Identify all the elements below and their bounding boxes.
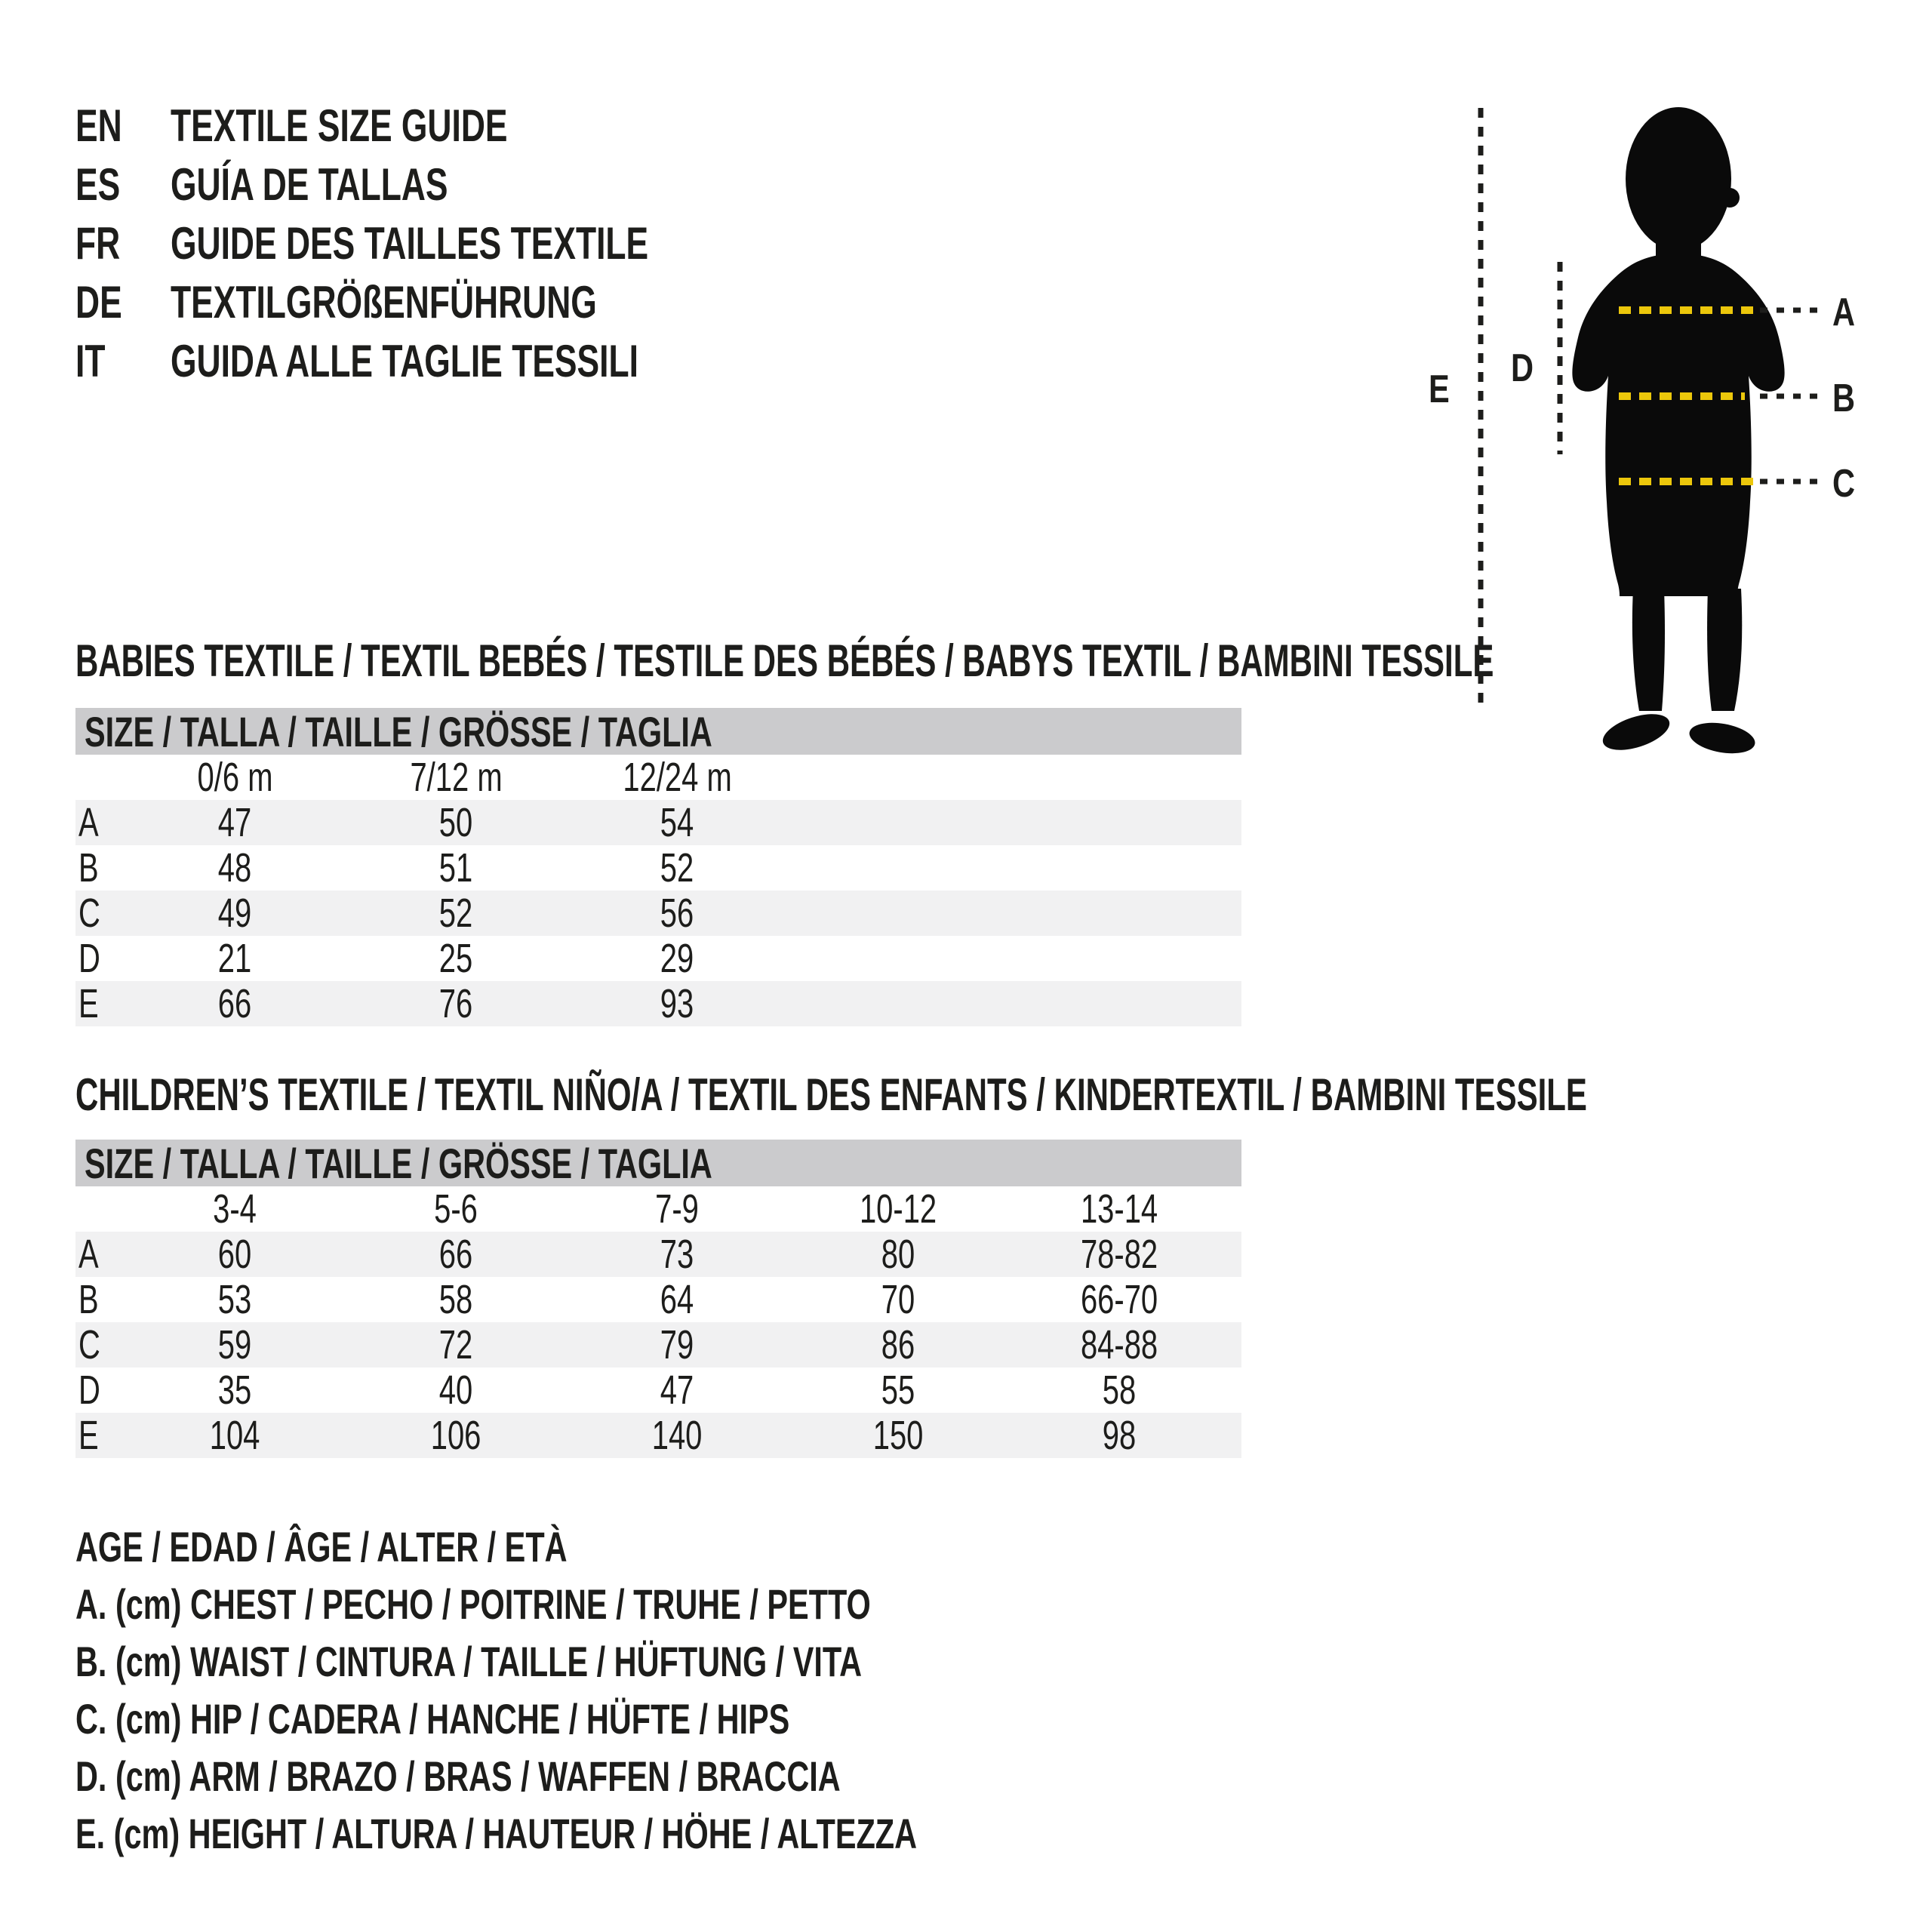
legend-arm-line: D. (cm) ARM / BRAZO / BRAS / WAFFEN / BRACCIA (75, 1752, 841, 1800)
children-section-title: CHILDREN’S TEXTILE / TEXTIL NIÑO/A / TEXTIL DES ENFANTS / KINDERTEXTIL / BAMBINI TESSILE (75, 1069, 1587, 1120)
table-cell: 98 (1103, 1413, 1137, 1458)
table-row (75, 800, 1241, 845)
column-header: 10-12 (860, 1186, 937, 1232)
table-cell: 47 (218, 800, 252, 845)
language-title: GUIDE DES TAILLES TEXTILE (171, 218, 649, 269)
table-cell: 53 (218, 1277, 252, 1322)
children-table (75, 1186, 1241, 1458)
language-title: GUÍA DE TALLAS (171, 159, 448, 210)
language-row-es (75, 155, 817, 214)
table-cell: 106 (431, 1413, 481, 1458)
babies-section-title: BABIES TEXTILE / TEXTIL BEBÉS / TESTILE DES BÉBÉS / BABYS TEXTIL / BAMBINI TESSILE (75, 635, 1494, 686)
table-row (75, 936, 1241, 981)
legend-height-line: E. (cm) HEIGHT / ALTURA / HAUTEUR / HÖHE / ALTEZZA (75, 1810, 918, 1857)
column-header: 5-6 (434, 1186, 478, 1232)
table-cell: 73 (660, 1232, 694, 1277)
table-cell: 79 (660, 1322, 694, 1367)
table-cell: 35 (218, 1367, 252, 1413)
row-label: E (78, 981, 99, 1026)
table-cell: 140 (652, 1413, 703, 1458)
language-title: GUIDA ALLE TAGLIE TESSILI (171, 336, 638, 386)
row-label: B (78, 845, 99, 891)
table-row (75, 1413, 1241, 1458)
table-cell: 29 (660, 936, 694, 981)
legend-hip-line: C. (cm) HIP / CADERA / HANCHE / HÜFTE / HIPS (75, 1695, 790, 1743)
table-cell: 47 (660, 1367, 694, 1413)
language-row-fr (75, 214, 817, 273)
babies-column-header-row (75, 755, 1241, 800)
table-cell: 21 (218, 936, 252, 981)
table-row (75, 1322, 1241, 1367)
table-cell: 59 (218, 1322, 252, 1367)
language-title: TEXTILE SIZE GUIDE (171, 100, 508, 151)
legend-age-line: AGE / EDAD / ÂGE / ALTER / ETÀ (75, 1523, 568, 1571)
row-label: D (78, 1367, 100, 1413)
language-row-en (75, 97, 817, 155)
language-code: FR (75, 218, 121, 269)
row-label: E (78, 1413, 99, 1458)
waist-label: B (1832, 377, 1856, 420)
table-cell: 56 (660, 891, 694, 936)
chest-label: A (1832, 291, 1856, 334)
row-label: D (78, 936, 100, 981)
table-cell: 66-70 (1081, 1277, 1158, 1322)
table-cell: 58 (439, 1277, 473, 1322)
hip-label: C (1832, 462, 1856, 506)
table-cell: 93 (660, 981, 694, 1026)
arm-label: D (1511, 346, 1534, 390)
language-title: TEXTILGRÖßENFÜHRUNG (171, 277, 597, 328)
legend-chest-line: A. (cm) CHEST / PECHO / POITRINE / TRUHE / PETTO (75, 1580, 871, 1628)
table-cell: 52 (660, 845, 694, 891)
table-row (75, 1232, 1241, 1277)
language-row-it (75, 332, 817, 391)
table-cell: 86 (881, 1322, 915, 1367)
table-cell: 150 (873, 1413, 924, 1458)
children-column-header-row (75, 1186, 1241, 1232)
table-cell: 72 (439, 1322, 473, 1367)
language-code: ES (75, 159, 121, 210)
table-row (75, 1367, 1241, 1413)
table-row (75, 891, 1241, 936)
row-label: C (78, 1322, 100, 1367)
column-header: 0/6 m (197, 755, 273, 800)
language-code: IT (75, 336, 106, 386)
height-label: E (1429, 368, 1450, 411)
table-cell: 78-82 (1081, 1232, 1158, 1277)
table-cell: 55 (881, 1367, 915, 1413)
table-cell: 80 (881, 1232, 915, 1277)
babies-table (75, 755, 1241, 1026)
language-code: DE (75, 277, 122, 328)
table-cell: 25 (439, 936, 473, 981)
table-cell: 60 (218, 1232, 252, 1277)
table-row (75, 981, 1241, 1026)
children-size-header-bar: SIZE / TALLA / TAILLE / GRÖSSE / TAGLIA (75, 1140, 1241, 1186)
table-row (75, 845, 1241, 891)
column-header: 7/12 m (410, 755, 503, 800)
babies-size-header-bar: SIZE / TALLA / TAILLE / GRÖSSE / TAGLIA (75, 708, 1241, 755)
table-cell: 48 (218, 845, 252, 891)
column-header: 3-4 (213, 1186, 257, 1232)
row-label: B (78, 1277, 99, 1322)
table-cell: 40 (439, 1367, 473, 1413)
row-label: C (78, 891, 100, 936)
column-header: 12/24 m (623, 755, 732, 800)
column-header: 7-9 (655, 1186, 700, 1232)
table-cell: 76 (439, 981, 473, 1026)
table-cell: 58 (1103, 1367, 1137, 1413)
table-cell: 104 (210, 1413, 260, 1458)
table-cell: 66 (439, 1232, 473, 1277)
measurement-legend (75, 1518, 1213, 1863)
table-cell: 66 (218, 981, 252, 1026)
language-title-block (75, 97, 817, 391)
legend-waist-line: B. (cm) WAIST / CINTURA / TAILLE / HÜFTUNG / VITA (75, 1638, 863, 1685)
table-cell: 70 (881, 1277, 915, 1322)
language-code: EN (75, 100, 122, 151)
row-label: A (78, 800, 99, 845)
table-cell: 52 (439, 891, 473, 936)
table-cell: 49 (218, 891, 252, 936)
language-row-de (75, 273, 817, 332)
table-cell: 84-88 (1081, 1322, 1158, 1367)
table-cell: 64 (660, 1277, 694, 1322)
row-label: A (78, 1232, 99, 1277)
table-row (75, 1277, 1241, 1322)
column-header: 13-14 (1081, 1186, 1158, 1232)
table-cell: 51 (439, 845, 473, 891)
table-cell: 54 (660, 800, 694, 845)
table-cell: 50 (439, 800, 473, 845)
